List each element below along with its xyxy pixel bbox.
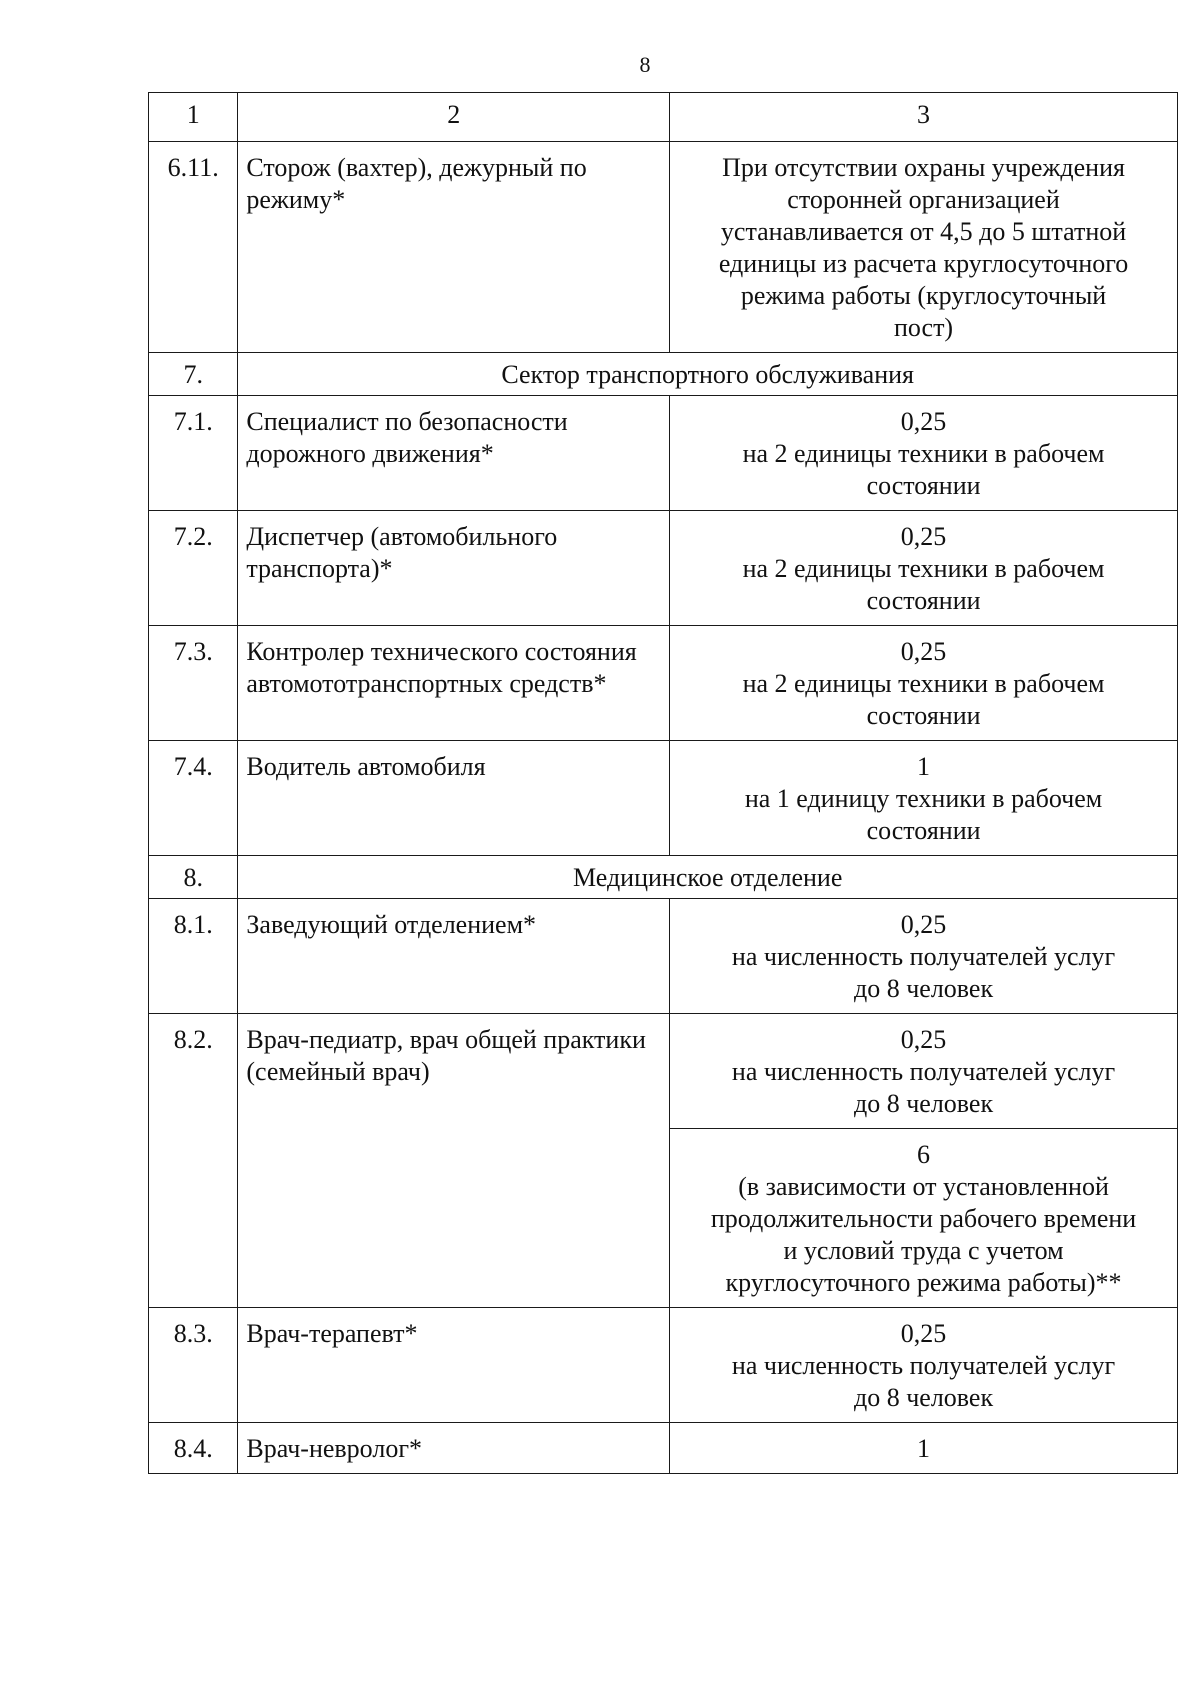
norm-line: на 2 единицы техники в рабочем — [742, 669, 1105, 698]
row-number: 8.3. — [149, 1308, 238, 1423]
norm-cell — [670, 899, 1178, 1014]
norm-line: сторонней организацией — [787, 185, 1060, 214]
norm-line: режима работы (круглосуточный — [740, 281, 1107, 310]
norm-line: (в зависимости от установленной — [738, 1172, 1109, 1201]
norm-line: на численность получателей услуг — [731, 942, 1116, 971]
row-number: 7.1. — [149, 396, 238, 511]
norm-cell — [670, 142, 1178, 353]
row-number: 7.2. — [149, 511, 238, 626]
norm-line: состоянии — [866, 586, 981, 615]
norm-line: 6 — [917, 1140, 931, 1169]
header-col-2: 2 — [238, 93, 670, 142]
section-row — [149, 353, 1178, 396]
staffing-table — [148, 92, 1178, 1474]
position-title: Водитель автомобиля — [238, 741, 670, 856]
norm-line: на 1 единицу техники в рабочем — [744, 784, 1103, 813]
table-row — [149, 741, 1178, 856]
norm-line: 1 — [917, 752, 931, 781]
norm-cell — [670, 741, 1178, 856]
header-col-3: 3 — [670, 93, 1178, 142]
position-title: Заведующий отделением* — [238, 899, 670, 1014]
position-title: Врач-невролог* — [238, 1423, 670, 1474]
position-title: Сторож (вахтер), дежурный по режиму* — [238, 142, 670, 353]
norm-line: на численность получателей услуг — [731, 1351, 1116, 1380]
section-number: 8. — [149, 856, 238, 899]
row-number: 7.4. — [149, 741, 238, 856]
norm-line: 0,25 — [900, 910, 947, 939]
norm-line: до 8 человек — [853, 1089, 994, 1118]
position-title: Врач-педиатр, врач общей практики (семейный врач) — [238, 1014, 670, 1308]
norm-line: устанавливается от 4,5 до 5 штатной — [720, 217, 1127, 246]
norm-line: 0,25 — [900, 407, 947, 436]
norm-cell — [670, 396, 1178, 511]
norm-line: на численность получателей услуг — [731, 1057, 1116, 1086]
table-row — [149, 1014, 1178, 1129]
position-title: Контролер технического состояния автомототранспортных средств* — [238, 626, 670, 741]
norm-cell — [670, 1308, 1178, 1423]
norm-cell — [670, 1014, 1178, 1129]
norm-line: 0,25 — [900, 522, 947, 551]
header-col-1: 1 — [149, 93, 238, 142]
row-number: 8.2. — [149, 1014, 238, 1308]
section-title: Сектор транспортного обслуживания — [238, 353, 1178, 396]
norm-line: пост) — [893, 313, 954, 342]
section-title: Медицинское отделение — [238, 856, 1178, 899]
position-title: Диспетчер (автомобильного транспорта)* — [238, 511, 670, 626]
norm-line: состоянии — [866, 816, 981, 845]
norm-line: единицы из расчета круглосуточного — [718, 249, 1129, 278]
table-row — [149, 899, 1178, 1014]
table-row — [149, 142, 1178, 353]
norm-line: 1 — [917, 1434, 931, 1463]
norm-line: состоянии — [866, 701, 981, 730]
norm-line: на 2 единицы техники в рабочем — [742, 439, 1105, 468]
table-row — [149, 1308, 1178, 1423]
norm-line: и условий труда с учетом — [783, 1236, 1064, 1265]
norm-line: При отсутствии охраны учреждения — [722, 153, 1125, 182]
norm-line: круглосуточного режима работы)** — [725, 1268, 1122, 1297]
norm-cell — [670, 511, 1178, 626]
table-row — [149, 1423, 1178, 1474]
row-number: 8.4. — [149, 1423, 238, 1474]
row-number: 6.11. — [149, 142, 238, 353]
section-number: 7. — [149, 353, 238, 396]
norm-line: состоянии — [866, 471, 981, 500]
norm-line: продолжительности рабочего времени — [710, 1204, 1137, 1233]
norm-cell — [670, 1423, 1178, 1474]
row-number: 7.3. — [149, 626, 238, 741]
norm-line: 0,25 — [900, 1319, 947, 1348]
table-row — [149, 626, 1178, 741]
position-title: Специалист по безопасности дорожного движения* — [238, 396, 670, 511]
table-row — [149, 511, 1178, 626]
norm-line: 0,25 — [900, 637, 947, 666]
position-title: Врач-терапевт* — [238, 1308, 670, 1423]
norm-cell — [670, 626, 1178, 741]
norm-line: на 2 единицы техники в рабочем — [742, 554, 1105, 583]
norm-line: 0,25 — [900, 1025, 947, 1054]
page-number: 8 — [639, 52, 651, 77]
table-row — [149, 396, 1178, 511]
section-row — [149, 856, 1178, 899]
norm-cell — [670, 1129, 1178, 1308]
norm-line: до 8 человек — [853, 974, 994, 1003]
table-header-row — [149, 93, 1178, 142]
row-number: 8.1. — [149, 899, 238, 1014]
norm-line: до 8 человек — [853, 1383, 994, 1412]
